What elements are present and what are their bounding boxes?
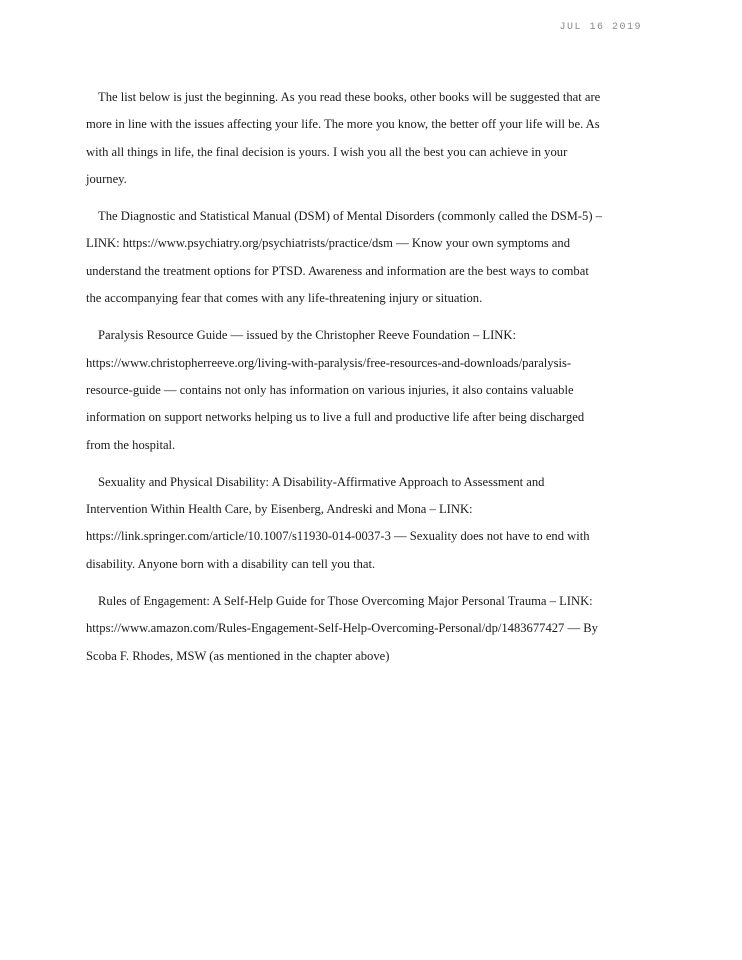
date-stamp: JUL 16 2019: [559, 22, 642, 33]
intro-paragraph: The list below is just the beginning. As you read these books, other books will be suggested that are more in line with the issues affecting your life. The more you know, the better off your life will be. As with all things in life, the final decision is yours. I wish you all the best you can achieve in your journey.: [86, 90, 601, 186]
resource-paragraph-sexuality-disability: Sexuality and Physical Disability: A Disability-Affirmative Approach to Assessment and Intervention Within Health Care, by Eisenberg, Andreski and Mona – LINK: https://link.springer.com/article/10.1007/s11930-014-0037-3 — Sexuality does not have to end with disability. Anyone born with a disability can tell you that.: [86, 474, 590, 571]
resource-paragraph-dsm: The Diagnostic and Statistical Manual (DSM) of Mental Disorders (commonly called the DSM-5) – LINK: https://www.psychiatry.org/psychiatrists/practice/dsm — Know your own symptoms and understand the treatment options for PTSD. Awareness and information are the best ways to combat the accompanying fear that comes with any life-threatening injury or situation.: [86, 209, 602, 306]
document-body: [86, 84, 606, 680]
resource-paragraph-rules-of-engagement: Rules of Engagement: A Self-Help Guide for Those Overcoming Major Personal Trauma – LINK: https://www.amazon.com/Rules-Engagement-Self-Help-Overcoming-Personal/dp/1483677427 — By Scoba F. Rhodes, MSW (as mentioned in the chapter above): [86, 594, 598, 663]
resource-paragraph-paralysis-guide: Paralysis Resource Guide — issued by the Christopher Reeve Foundation – LINK: https://www.christopherreeve.org/living-with-paralysis/free-resources-and-downloads/paralysis-resource-guide — contains not only has information on various injuries, it also contains valuable information on support networks helping us to live a full and productive life after being discharged from the hospital.: [86, 328, 585, 452]
